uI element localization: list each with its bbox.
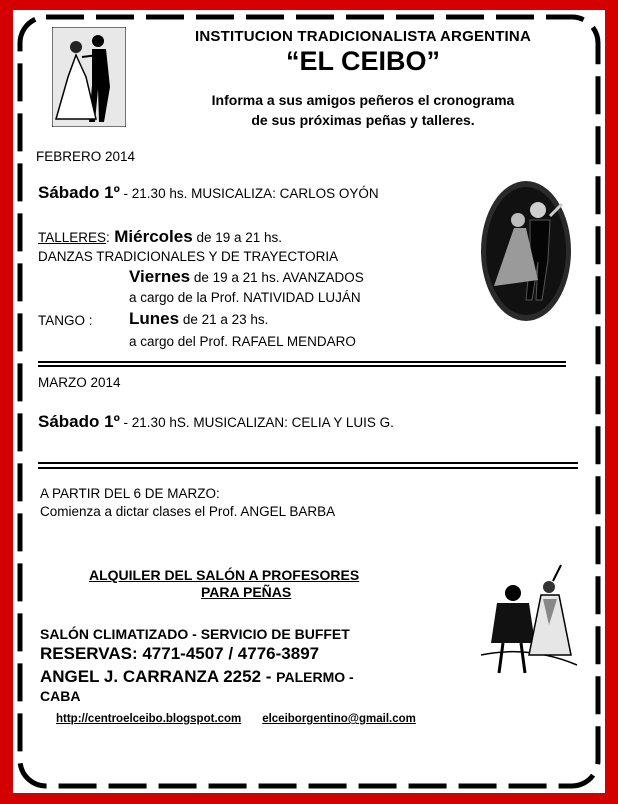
ciudad-line: CABA bbox=[40, 688, 81, 704]
marzo-sabado-rest: - 21.30 hS. MUSICALIZAN: CELIA Y LUIS G. bbox=[119, 415, 394, 430]
miercoles-rest: de 19 a 21 hs. bbox=[192, 230, 283, 245]
viernes-line bbox=[129, 267, 364, 287]
miercoles-day: Miércoles bbox=[114, 227, 193, 246]
danzas-line: DANZAS TRADICIONALES Y DE TRAYECTORIA bbox=[38, 249, 339, 264]
marzo-sabado bbox=[38, 412, 394, 432]
intro-line-2: de sus próximas peñas y talleres. bbox=[251, 112, 475, 128]
lunes-line bbox=[129, 309, 268, 329]
divider-1b bbox=[38, 365, 566, 367]
flyer bbox=[13, 10, 605, 793]
febrero-sabado-rest: - 21.30 hs. MUSICALIZA: CARLOS OYÓN bbox=[119, 186, 379, 201]
febrero-sabado-day: Sábado 1º bbox=[38, 183, 120, 202]
talleres-colon: : bbox=[106, 230, 110, 245]
febrero-heading: FEBRERO 2014 bbox=[36, 149, 136, 164]
gaucho-dancers-illustration bbox=[479, 555, 579, 685]
reservas-line: RESERVAS: 4771-4507 / 4776-3897 bbox=[40, 644, 320, 663]
lunes-day: Lunes bbox=[129, 309, 180, 328]
lunes-rest: de 21 a 23 hs. bbox=[179, 312, 269, 327]
direccion-line bbox=[40, 667, 354, 687]
divider-2 bbox=[38, 462, 578, 464]
divider-1 bbox=[38, 361, 566, 363]
intro-line-1: Informa a sus amigos peñeros el cronograma bbox=[211, 92, 515, 108]
talleres-label: TALLERES bbox=[38, 230, 107, 245]
dancing-couple-illustration bbox=[52, 27, 126, 127]
tango-label: TANGO : bbox=[38, 313, 93, 328]
marzo-heading: MARZO 2014 bbox=[38, 375, 121, 390]
blog-link[interactable]: http://centroelceibo.blogspot.com bbox=[56, 713, 242, 725]
divider-2b bbox=[38, 467, 578, 469]
header-name: “EL CEIBO” bbox=[285, 46, 441, 76]
header-title: INSTITUCION TRADICIONALISTA ARGENTINA bbox=[195, 28, 531, 45]
links-line bbox=[56, 709, 416, 727]
tango-couple-photo bbox=[480, 180, 572, 322]
alquiler-line-2: PARA PEÑAS bbox=[201, 584, 292, 600]
viernes-prof: a cargo de la Prof. NATIVIDAD LUJÁN bbox=[129, 290, 361, 305]
direccion-barrio: PALERMO - bbox=[276, 669, 354, 685]
talleres-line bbox=[38, 227, 282, 247]
anuncio-line-2: Comienza a dictar clases el Prof. ANGEL BARBA bbox=[40, 504, 336, 519]
viernes-rest: de 19 a 21 hs. AVANZADOS bbox=[190, 270, 364, 285]
email-link[interactable]: elceiborgentino@gmail.com bbox=[262, 713, 416, 725]
lunes-prof: a cargo del Prof. RAFAEL MENDARO bbox=[129, 334, 356, 349]
febrero-sabado bbox=[38, 183, 379, 203]
viernes-day: Viernes bbox=[129, 267, 191, 286]
direccion-street: ANGEL J. CARRANZA 2252 - bbox=[40, 667, 277, 686]
anuncio-line-1: A PARTIR DEL 6 DE MARZO: bbox=[40, 486, 220, 501]
servicios-line: SALÓN CLIMATIZADO - SERVICIO DE BUFFET bbox=[40, 626, 350, 642]
marzo-sabado-day: Sábado 1º bbox=[38, 412, 120, 431]
alquiler-line-1: ALQUILER DEL SALÓN A PROFESORES bbox=[89, 567, 360, 583]
